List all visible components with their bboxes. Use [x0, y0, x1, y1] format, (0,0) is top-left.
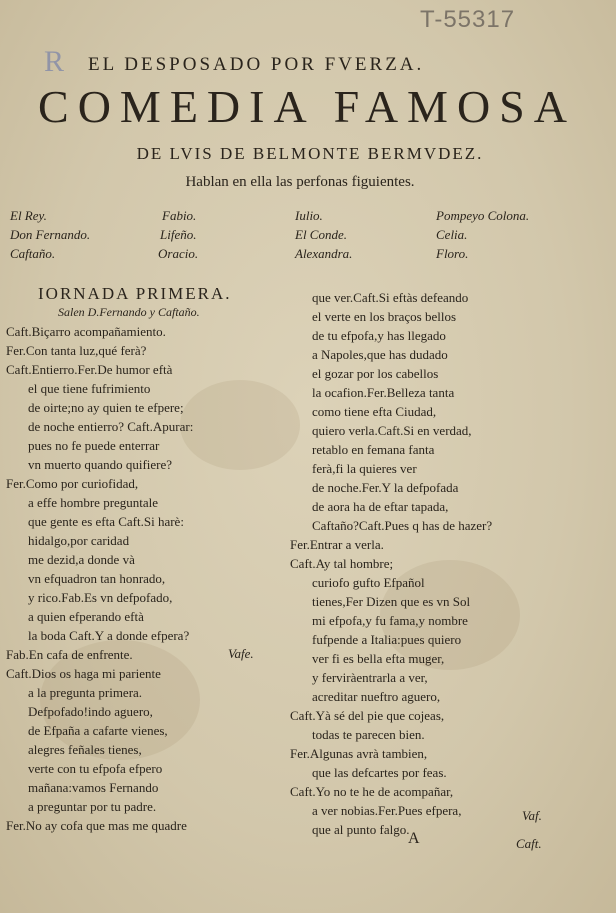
verse-line: Caftaño?Caft.Pues q has de hazer?	[312, 518, 493, 533]
verse-line: la ocafion.Fer.Belleza tanta	[312, 385, 455, 400]
signature-mark: A	[408, 830, 420, 847]
persons-heading: Hablan en ella las perfonas figuientes.	[185, 174, 415, 190]
verse-line: y ferviràentrarla a ver,	[312, 670, 428, 685]
running-title: EL DESPOSADO POR FVERZA.	[88, 54, 425, 75]
verse-line: ver fi es bella efta muger,	[312, 651, 445, 666]
cast-name: Caftaño.	[10, 246, 56, 261]
verse-line: vn efquadron tan honrado,	[28, 571, 166, 586]
cast-list	[10, 208, 606, 268]
verse-line: el gozar por los cabellos	[312, 366, 439, 381]
verse-line: que gente es efta Caft.Si harè:	[28, 514, 184, 529]
verse-line: Fab.En cafa de enfrente.	[6, 647, 133, 662]
verse-line: de oirte;no ay quien te efpere;	[28, 400, 184, 415]
cast-name: Fabio.	[162, 208, 197, 223]
cast-name: El Conde.	[295, 227, 347, 242]
verse-line: que al punto falgo.	[312, 822, 410, 837]
verse-line: y rico.Fab.Es vn defpofado,	[28, 590, 173, 605]
verse-line: a ver nobias.Fer.Pues efpera,	[312, 803, 462, 818]
verse-line: retablo en femana fanta	[312, 442, 435, 457]
verse-line: vn muerto quando quifiere?	[28, 457, 173, 472]
right-column	[290, 288, 606, 839]
verse-line: Fer.Algunas avrà tambien,	[290, 746, 428, 761]
act-heading: IORNADA PRIMERA.	[38, 284, 232, 303]
verse-line: Caft.Biçarro acompañamiento.	[6, 324, 166, 339]
verse-line: a preguntar por tu padre.	[28, 799, 157, 814]
verse-line: que ver.Caft.Si eftàs defeando	[312, 290, 469, 305]
catchword: Caft.	[516, 836, 542, 851]
verse-line: me dezid,a donde và	[28, 552, 135, 567]
verse-line: mi efpofa,y fu fama,y nombre	[312, 613, 468, 628]
verse-line: Caft.Entierro.Fer.De humor eftà	[6, 362, 173, 377]
cast-name: Pompeyo Colona.	[436, 208, 530, 223]
verse-line: hidalgo,por caridad	[28, 533, 130, 548]
verse-line: Caft.Yà sé del pie que cojeas,	[290, 708, 445, 723]
main-title: COMEDIA FAMOSA	[38, 81, 576, 132]
verse-line: Fer.No ay cofa que mas me quadre	[6, 818, 187, 833]
verse-line: Defpofado!indo aguero,	[28, 704, 153, 719]
cast-name: Alexandra.	[295, 246, 353, 261]
verse-line: curiofo gufto Efpañol	[312, 575, 425, 590]
verse-line: Fer.Con tanta luz,qué ferà?	[6, 343, 147, 358]
verse-line: de tu efpofa,y has llegado	[312, 328, 446, 343]
verse-line: quiero verla.Caft.Si en verdad,	[312, 423, 472, 438]
cast-name: Don Fernando.	[10, 227, 91, 242]
verse-line: Caft.Yo no te he de acompañar,	[290, 784, 454, 799]
cast-name: Lifeño.	[160, 227, 197, 242]
verse-line: fufpende a Italia:pues quiero	[312, 632, 462, 647]
verse-line: a la pregunta primera.	[28, 685, 143, 700]
cast-name: El Rey.	[10, 208, 47, 223]
verse-line: Caft.Ay tal hombre;	[290, 556, 394, 571]
cast-name: Oracio.	[158, 246, 199, 261]
verse-line: a quien efperando eftà	[28, 609, 144, 624]
verse-line: alegres feñales tienes,	[28, 742, 142, 757]
cast-name: Celia.	[436, 227, 468, 242]
verse-line: Fer.Entrar a verla.	[290, 537, 384, 552]
author-line: DE LVIS DE BELMONTE BERMVDEZ.	[136, 144, 484, 163]
cast-name: Iulio.	[295, 208, 323, 223]
call-number: T-55317	[420, 6, 516, 33]
verse-line: a effe hombre preguntale	[28, 495, 159, 510]
library-stamp: R	[44, 45, 65, 78]
verse-line: a Napoles,que has dudado	[312, 347, 448, 362]
verse-line: todas te parecen bien.	[312, 727, 425, 742]
cast-name: Floro.	[436, 246, 469, 261]
verse-line: de Efpaña a cafarte vienes,	[28, 723, 168, 738]
verse-line: la boda Caft.Y a donde efpera?	[28, 628, 190, 643]
verse-line: acreditar nueftro aguero,	[312, 689, 441, 704]
exit-direction: Vafe.	[228, 646, 254, 661]
verse-line: de aora ha de eftar tapada,	[312, 499, 449, 514]
exit-direction: Vaf.	[522, 808, 542, 823]
verse-line: verte con tu efpofa efpero	[28, 761, 163, 776]
verse-line: de noche.Fer.Y la defpofada	[312, 480, 459, 495]
verse-line: tienes,Fer Dizen que es vn Sol	[312, 594, 471, 609]
stage-direction: Salen D.Fernando y Caftaño.	[58, 305, 200, 319]
left-column	[6, 322, 296, 835]
verse-line: Caft.Dios os haga mi pariente	[6, 666, 161, 681]
verse-line: Fer.Como por curiofidad,	[6, 476, 139, 491]
verse-line: pues no fe puede enterrar	[28, 438, 160, 453]
verse-line: que las defcartes por feas.	[312, 765, 447, 780]
verse-line: como tiene efta Ciudad,	[312, 404, 437, 419]
verse-line: de noche entierro? Caft.Apurar:	[28, 419, 194, 434]
verse-line: el que tiene fufrimiento	[28, 381, 151, 396]
verse-line: ferà,fi la quieres ver	[312, 461, 417, 476]
verse-line: mañana:vamos Fernando	[28, 780, 159, 795]
verse-line: el verte en los braços bellos	[312, 309, 457, 324]
